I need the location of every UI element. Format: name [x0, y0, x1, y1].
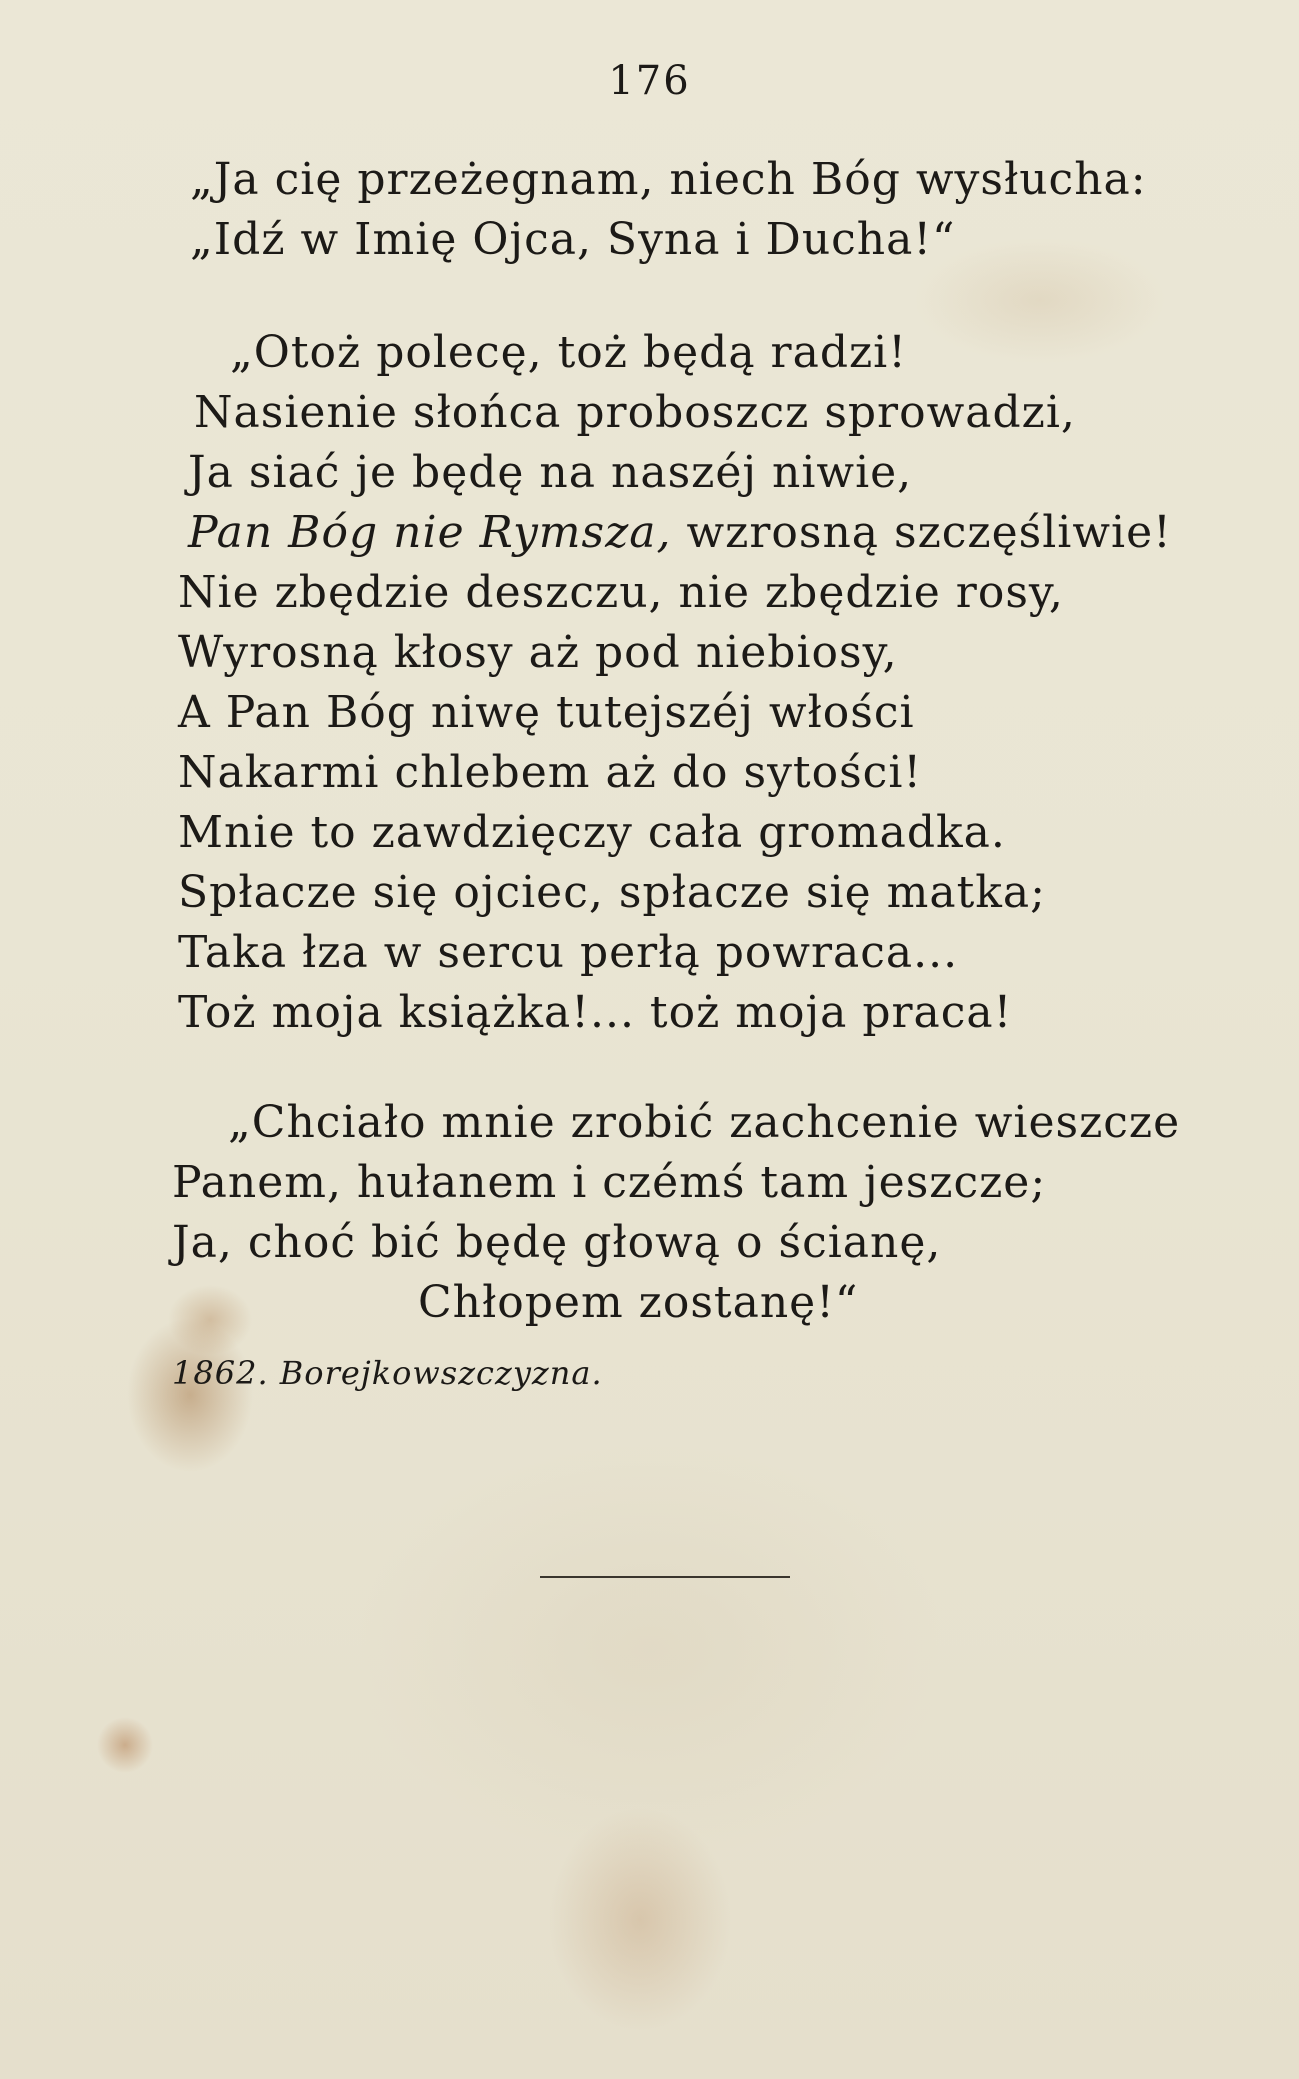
- poem-line: Ja, choć bić będę głową o ścianę,: [172, 1217, 942, 1268]
- poem-line: Nasienie słońca proboszcz sprowadzi,: [194, 387, 1076, 438]
- poem-line-rest: wzrosną szczęśliwie!: [671, 507, 1172, 558]
- stanza-1: [190, 150, 1147, 270]
- poem-line: „Otoż polecę, toż będą radzi!: [230, 327, 907, 378]
- poem-line: Nie zbędzie deszczu, nie zbędzie rosy,: [178, 567, 1064, 618]
- poem-line-mixed: [178, 503, 1172, 563]
- page-number: 176: [608, 58, 691, 104]
- poem-line: Nakarmi chlebem aż do sytości!: [178, 747, 923, 798]
- poem-line: „Chciało mnie zrobić zachcenie wieszcze: [228, 1097, 1181, 1148]
- poem-line: Taka łza w sercu perłą powraca...: [178, 927, 959, 978]
- poem-line: Spłacze się ojciec, spłacze się matka;: [178, 867, 1046, 918]
- poem-line: Wyrosną kłosy aż pod niebiosy,: [178, 627, 898, 678]
- poem-line: Ja siać je będę na naszéj niwie,: [188, 447, 913, 498]
- poem-line: A Pan Bóg niwę tutejszéj włości: [178, 687, 915, 738]
- poem-line: Toż moja książka!... toż moja praca!: [178, 987, 1013, 1038]
- stanza-3: [172, 1093, 1180, 1333]
- poem-line: Panem, hułanem i czémś tam jeszcze;: [172, 1157, 1047, 1208]
- poem-line: „Idź w Imię Ojca, Syna i Ducha!“: [190, 214, 956, 265]
- poem-line: Chłopem zostanę!“: [418, 1277, 859, 1328]
- stanza-2: [178, 323, 1172, 1043]
- poem-line: Mnie to zawdzięczy cała gromadka.: [178, 807, 1006, 858]
- poem-line: „Ja cię przeżegnam, niech Bóg wysłucha:: [190, 154, 1147, 205]
- italic-phrase: Pan Bóg nie Rymsza,: [188, 507, 672, 558]
- date-place-signature: 1862. Borejkowszczyzna.: [172, 1354, 603, 1392]
- end-rule: [540, 1576, 790, 1578]
